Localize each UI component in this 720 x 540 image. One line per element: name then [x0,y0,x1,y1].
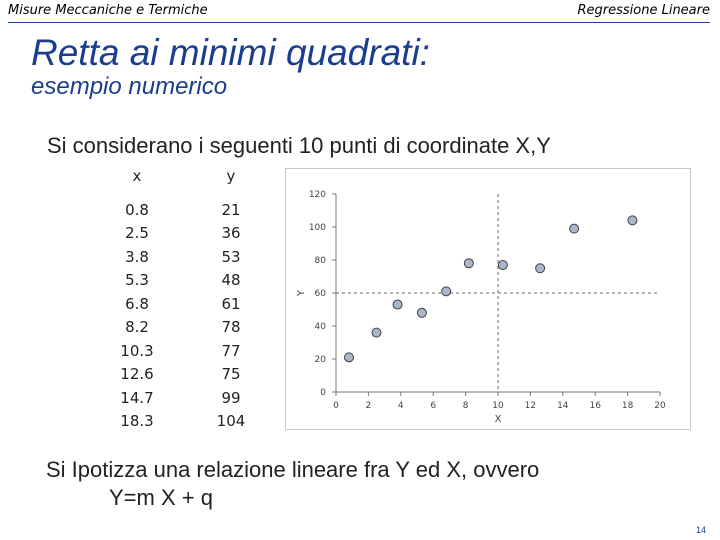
cell-y: 53 [221,247,241,266]
header-divider [8,22,710,23]
x-tick-label: 10 [492,401,504,411]
model-equation: Y=m X + q [109,485,213,510]
x-tick-label: 12 [524,401,537,411]
y-axis-label: Y [296,289,307,297]
data-point [536,264,545,273]
x-tick-label: 0 [333,401,339,411]
cell-x: 10.3 [120,341,154,360]
table-header-row [90,162,278,190]
table-row [90,363,278,387]
data-point [442,287,451,296]
cell-x: 0.8 [125,200,149,219]
cell-x: 3.8 [125,247,149,266]
cell-x: 14.7 [120,388,154,407]
data-point [417,308,426,317]
data-point [628,216,637,225]
cell-x: 18.3 [120,412,154,431]
data-point [393,300,402,309]
cell-y: 77 [221,341,241,360]
table-row [90,339,278,363]
cell-y: 78 [221,318,241,337]
slide-subtitle: esempio numerico [31,73,228,100]
x-tick-label: 20 [654,401,666,411]
table-row [90,386,278,410]
slide-title: Retta ai minimi quadrati: [31,32,430,73]
y-tick-label: 100 [308,223,326,233]
header-course-title: Misure Meccaniche e Termiche [8,3,208,18]
table-row [90,245,278,269]
cell-y: 75 [221,365,241,384]
x-tick-label: 14 [557,401,569,411]
column-header-y: y [226,167,236,185]
intro-text: Si considerano i seguenti 10 punti di coordinate X,Y [47,133,551,158]
y-tick-label: 80 [314,256,326,266]
data-point [464,259,473,268]
scatter-chart [285,168,691,430]
x-tick-label: 6 [430,401,437,411]
data-table [90,162,278,433]
table-row [90,292,278,316]
table-row [90,410,278,434]
table-row [90,222,278,246]
data-point [570,224,579,233]
cell-y: 36 [221,224,241,243]
y-tick-label: 60 [314,289,326,299]
table-row [90,198,278,222]
cell-x: 8.2 [125,318,149,337]
header-section-title: Regressione Lineare [577,3,710,18]
cell-y: 104 [216,412,246,431]
data-point [498,260,507,269]
cell-y: 99 [221,388,241,407]
cell-y: 61 [221,294,241,313]
x-axis-label: X [494,414,502,425]
y-tick-label: 40 [314,322,326,332]
cell-y: 48 [221,271,241,290]
hypothesis-text: Si Ipotizza una relazione lineare fra Y ed X, ovvero [46,457,540,482]
data-point [372,328,381,337]
cell-x: 12.6 [120,365,154,384]
x-tick-label: 8 [462,401,469,411]
scatter-chart-svg [286,169,690,429]
x-tick-label: 2 [365,401,372,411]
x-tick-label: 18 [621,401,634,411]
data-point [344,353,353,362]
cell-x: 6.8 [125,294,149,313]
x-tick-label: 16 [589,401,601,411]
y-tick-label: 20 [314,355,326,365]
table-row [90,269,278,293]
y-tick-label: 0 [320,388,326,398]
x-tick-label: 4 [397,401,404,411]
column-header-x: x [132,167,142,185]
cell-y: 21 [221,200,241,219]
table-row [90,316,278,340]
page-number: 14 [695,525,706,535]
y-tick-label: 120 [308,190,326,200]
cell-x: 5.3 [125,271,149,290]
cell-x: 2.5 [125,224,149,243]
